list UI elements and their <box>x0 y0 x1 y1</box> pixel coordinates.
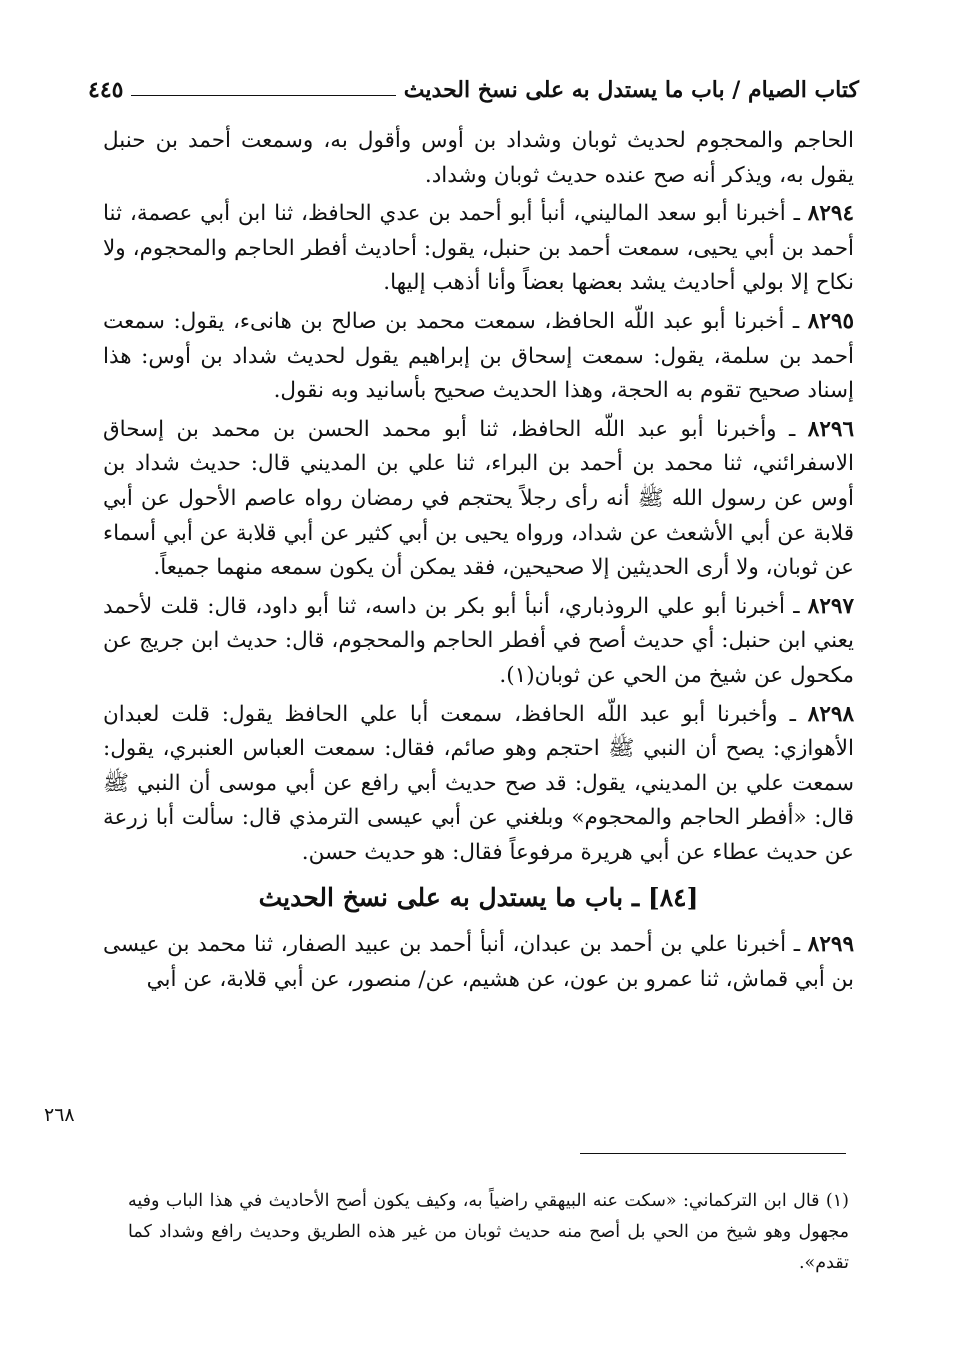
paragraph-text: ـ أخبرنا أبو علي الروذباري، أنبأ أبو بكر بن داسه، ثنا أبو داود، قال: قلت لأحمد يعني ابن حنبل: أي حديث أصح في أفطر الحاجم والمحجوم، قال: حديث ابن جريج عن مكحول عن شيخ من الحي عن ثوبان(١). <box>103 593 854 688</box>
paragraph-text: الحاجم والمحجوم لحديث ثوبان وشداد بن أوس وأقول به، وسمعت أحمد بن حنبل يقول به، ويذكر أنه صح عنده حديث ثوبان وشداد. <box>103 128 854 188</box>
paragraph <box>103 590 854 694</box>
paragraph-text: ـ أخبرنا علي بن أحمد بن عبدان، أنبأ أحمد بن عبيد الصفار، ثنا محمد بن عيسى بن أبي قماش، ثنا عمرو بن عون، عن هشيم، عن/ منصور، عن أبي قلابة، عن أبي <box>103 932 854 993</box>
paragraph <box>103 698 854 871</box>
paragraph-text: ـ وأخبرنا أبو عبد اللّه الحافظ، ثنا أبو محمد الحسن بن محمد بن إسحاق الاسفرائني، ثنا محمد بن أحمد بن البراء، ثنا علي بن المديني قال: حديث شداد بن أوس عن رسول الله ﷺ أنه رأى رجلاً يحتجم في رمضان رواه عاصم الأحول عن أبي قلابة عن أبي الأشعث عن شداد، ورواه يحيى بن أبي كثير عن أبي قلابة عن أبي أسماء عن ثوبان، ولا أرى الحديثين إلا صحيحين، فقد يمكن أن يكون سمعه منهما جميعاً. <box>103 416 854 581</box>
hadith-number: ٨٢٩٩ <box>807 932 854 958</box>
hadith-number: ٨٢٩٧ <box>807 593 854 619</box>
paragraph <box>103 305 854 409</box>
paragraph-text: ـ أخبرنا أبو سعد الماليني، أنبأ أبو أحمد بن عدي الحافظ، ثنا ابن أبي عصمة، ثنا أحمد بن أبي يحيى، سمعت أحمد بن حنبل، يقول: أحاديث أفطر الحاجم والمحجوم، ولا نكاح إلا بولي أحاديث يشد بعضها بعضاً وأنا أذهب إليها. <box>103 201 854 296</box>
running-header <box>88 70 859 110</box>
footnote-rule <box>580 1153 846 1154</box>
paragraph <box>103 197 854 301</box>
header-rule <box>131 95 395 96</box>
paragraph-text: ـ وأخبرنا أبو عبد اللّه الحافظ، سمعت أبا علي الحافظ يقول: قلت لعبدان الأهوازي: يصح أن النبي ﷺ احتجم وهو صائم، فقال: سمعت العباس العنبري، يقول: سمعت علي بن المديني، يقول: قد صح حديث أبي رافع عن أبي موسى أن النبي ﷺ قال: «أفطر الحاجم والمحجوم» وبلغني عن أبي عيسى الترمذي قال: سألت أبا زرعة عن حديث عطاء عن أبي هريرة مرفوعاً فقال: هو حديث حسن. <box>103 701 854 865</box>
paragraph-text: ـ أخبرنا أبو عبد اللّه الحافظ، سمعت محمد بن صالح بن هانىء، يقول: سمعت أحمد بن سلمة، يقول: سمعت إسحاق بن إبراهيم يقول لحديث شداد بن أوس: هذا إسناد صحيح تقوم به الحجة، وهذا الحديث صحيح بأسانيد وبه نقول. <box>103 308 854 404</box>
header-title: كتاب الصيام / باب ما يستدل به على نسخ الحديث <box>403 77 859 103</box>
hadith-number: ٨٢٩٨ <box>807 701 854 727</box>
footnote: (١) قال ابن التركماني: «سكت عنه البيهقي راضياً به، وكيف يكون أصح الأحاديث في هذا الباب وفيه مجهول وهو شيخ من الحي بل أصح منه حديث ثوبان من غير هذه الطريق وحديث رافع وشداد كما تقدم». <box>128 1191 849 1273</box>
hadith-number: ٨٢٩٥ <box>807 308 854 334</box>
hadith-number: ٨٢٩٤ <box>807 201 854 227</box>
paragraph <box>103 124 854 193</box>
paragraph <box>103 413 854 586</box>
page-number: ٤٤٥ <box>88 77 124 103</box>
hadith-number: ٨٢٩٦ <box>807 416 854 442</box>
marginal-page-number: ٢٦٨ <box>44 1104 75 1126</box>
chapter-heading: [٨٤] ـ باب ما يستدل به على نسخ الحديث <box>258 883 699 913</box>
main-text <box>103 124 854 1002</box>
paragraph <box>103 928 854 997</box>
